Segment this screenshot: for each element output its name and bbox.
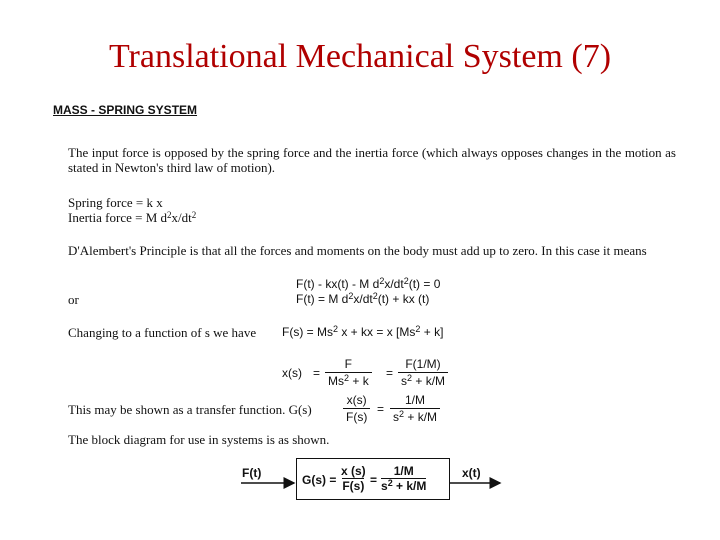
equals-sign: = <box>386 366 394 380</box>
transfer-function-block <box>296 458 450 500</box>
fraction-numerator: x(s) <box>346 393 367 407</box>
block-fraction-2 <box>381 464 426 493</box>
block-fraction-1 <box>341 464 366 493</box>
fraction-numerator: F(1/M) <box>405 357 441 371</box>
fraction-denominator: F(s) <box>343 408 370 424</box>
equals-sign: = <box>377 402 385 416</box>
xs-label: x(s) <box>282 366 302 380</box>
fraction-denominator: $Ms^2 + k$ <box>325 372 372 388</box>
fraction-numerator: x (s) <box>341 464 366 478</box>
dalembert-paragraph: D'Alembert's Principle is that all the forces and moments on the body must add up to zero. In this case it means <box>68 243 647 258</box>
fraction-denominator: $s^2 + k/M$ <box>398 372 448 388</box>
slide-title: Translational Mechanical System (7) <box>108 38 612 75</box>
fraction-numerator: F <box>344 357 353 371</box>
fraction-numerator: 1/M <box>393 464 414 478</box>
block-equals-sign: = <box>370 473 378 487</box>
equation-3: $F(s) = Ms^2$ x + kx = x $[Ms^2 + k]$ <box>282 324 444 339</box>
transfer-function-text: This may be shown as a transfer function. G(s) <box>68 402 312 417</box>
fraction-denominator: F(s) <box>342 479 365 493</box>
changing-text: Changing to a function of s we have <box>68 325 257 340</box>
fraction-denominator: $s^2 + k/M$ <box>390 408 440 424</box>
equation-1: F(t) - kx(t) - M $d^2x/dt^2(t) = 0$ <box>296 276 441 291</box>
block-gs-label: G(s) = <box>302 473 337 487</box>
output-signal-label: x(t) <box>462 466 481 480</box>
spring-force-line: Spring force = k x <box>68 195 163 210</box>
section-heading: MASS - SPRING SYSTEM <box>53 103 198 117</box>
equals-sign: = <box>313 366 321 380</box>
intro-paragraph: The input force is opposed by the spring force and the inertia force (which always opposes changes in the motion as stated in Newton's third law of motion). <box>68 145 676 175</box>
fraction-numerator: 1/M <box>405 393 426 407</box>
equation-2: F(t) = M $d^2x/dt^2(t)$ + kx (t) <box>296 291 430 306</box>
inertia-force-line: Inertia force = M $d^2x/dt^2$ <box>68 210 197 225</box>
or-label: or <box>68 292 79 307</box>
fraction-denominator: $s^2 + k/M$ <box>381 478 427 493</box>
block-diagram-text: The block diagram for use in systems is as shown. <box>68 432 330 447</box>
input-signal-label: F(t) <box>242 466 262 480</box>
